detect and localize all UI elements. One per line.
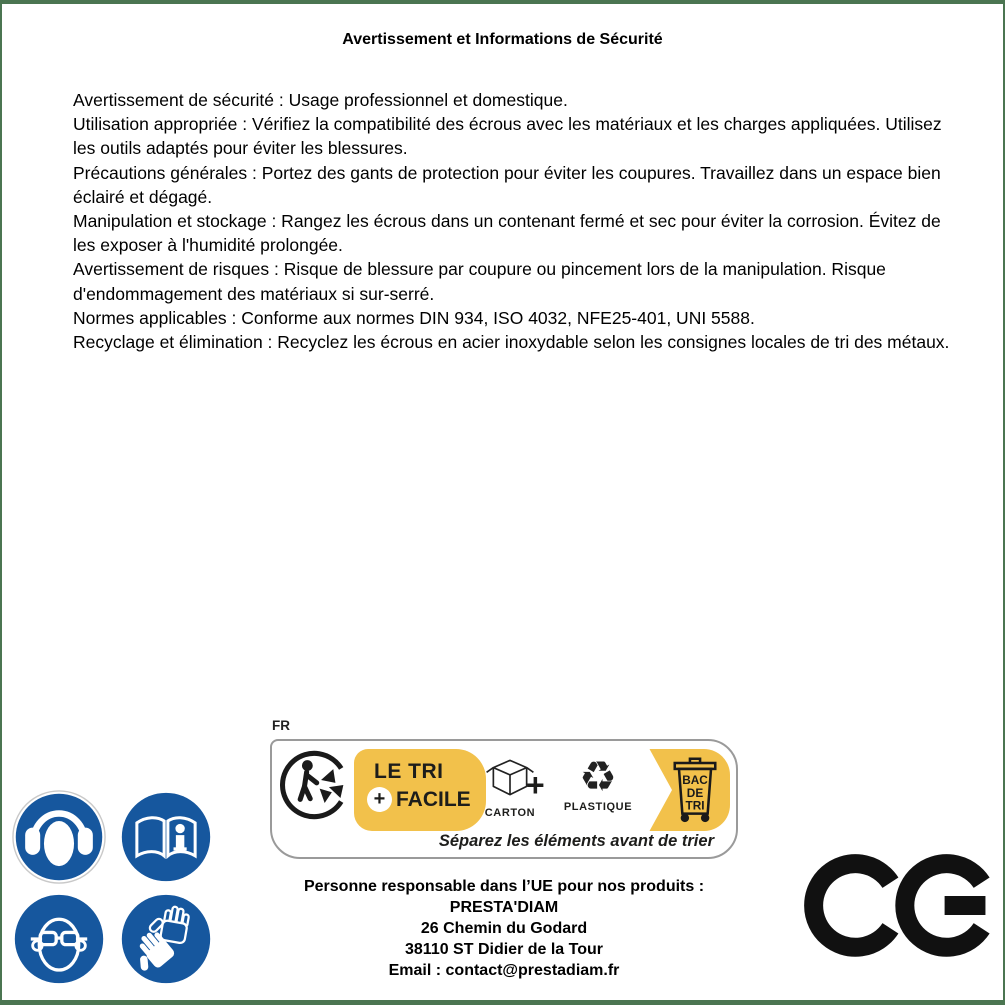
mandatory-safety-icons	[12, 790, 213, 986]
paragraph-general-precautions: Précautions générales : Portez des gants de protection pour éviter les coupures. Travaillez dans un espace bien éclairé et dégagé.	[73, 162, 941, 207]
paragraph-standards: Normes applicables : Conforme aux normes DIN 934, ISO 4032, NFE25-401, UNI 5588.	[73, 307, 755, 328]
contact-email: Email : contact@prestadiam.fr	[388, 962, 620, 979]
recycling-tagline: Séparez les éléments avant de trier	[438, 832, 714, 850]
ce-marking-icon	[804, 849, 994, 961]
wear-ear-protection-icon	[12, 790, 106, 884]
material-plastique-label: PLASTIQUE	[563, 801, 633, 813]
materials-plus-sign: +	[526, 767, 545, 803]
material-carton-label: CARTON	[484, 807, 536, 819]
responsible-person-block	[234, 876, 774, 981]
headline-le-tri: LE TRI	[374, 760, 444, 783]
safety-text-block	[73, 88, 961, 354]
read-instruction-manual-icon	[119, 790, 213, 884]
paragraph-risk-warning: Avertissement de risques : Risque de blessure par coupure ou pincement lors de la manipulation. Risque d'endommagement des matériaux si sur-serré.	[73, 259, 886, 304]
triman-icon	[280, 745, 352, 825]
paragraph-safety-warning: Avertissement de sécurité : Usage professionnel et domestique.	[73, 90, 568, 110]
recycling-band	[354, 749, 730, 831]
wear-eye-protection-icon	[12, 892, 106, 986]
bin-text-tri: TRI	[685, 798, 705, 813]
address-street: 26 Chemin du Godard	[420, 920, 588, 937]
address-city: 38110 ST Didier de la Tour	[405, 941, 603, 958]
responsible-heading: Personne responsable dans l’UE pour nos produits :	[303, 878, 705, 895]
paragraph-appropriate-use: Utilisation appropriée : Vérifiez la compatibilité des écrous avec les matériaux et les charges appliquées. Utilisez les outils adaptés pour éviter les blessures.	[73, 114, 942, 159]
country-code-label: FR	[272, 718, 290, 733]
plus-badge: +	[367, 787, 392, 812]
company-name: PRESTA'DIAM	[449, 899, 559, 916]
paragraph-handling-storage: Manipulation et stockage : Rangez les écrous dans un contenant fermé et sec pour éviter la corrosion. Évitez de les exposer à l'humidité prolongée.	[73, 211, 941, 256]
recycling-info-label	[270, 739, 738, 859]
bin-text-de: DE	[686, 785, 704, 800]
band-headline-block	[354, 749, 486, 831]
sorting-bin-icon	[668, 754, 722, 826]
paragraph-recycling: Recyclage et élimination : Recyclez les écrous en acier inoxydable selon les consignes locales de tri des métaux.	[73, 332, 950, 353]
headline-facile: FACILE	[396, 787, 471, 811]
page-title: Avertissement et Informations de Sécurité	[342, 31, 663, 48]
wear-protective-gloves-icon	[119, 892, 213, 986]
bin-text-bac: BAC	[682, 773, 708, 788]
recycling-symbol-icon: ♻	[579, 753, 617, 800]
material-plastique	[552, 755, 644, 813]
